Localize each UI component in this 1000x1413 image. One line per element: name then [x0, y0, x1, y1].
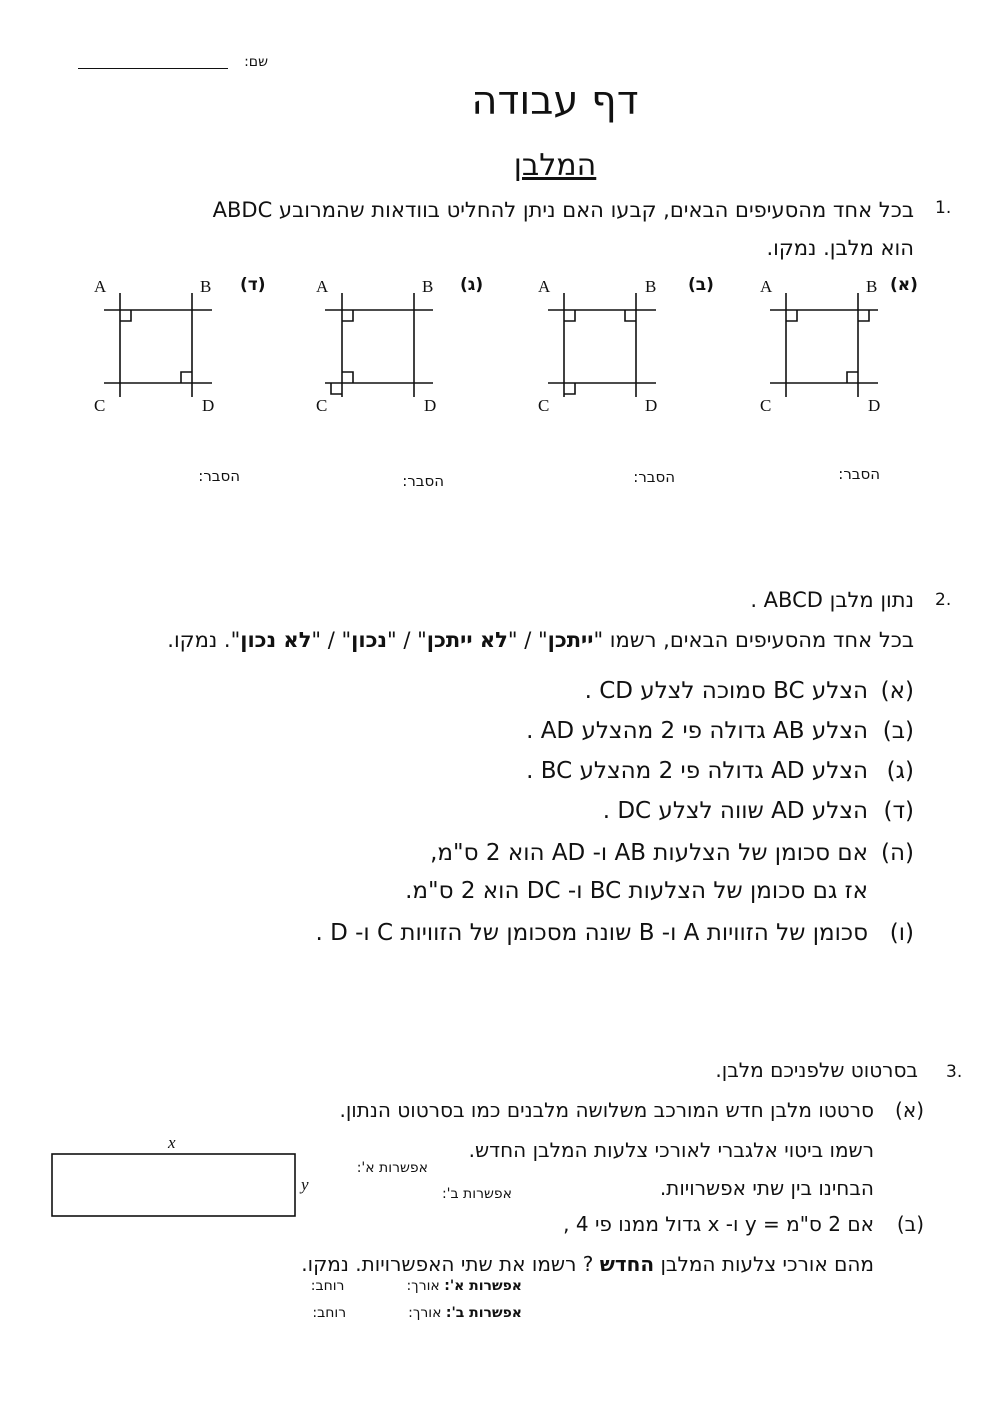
diagram-d-label-d: D: [202, 396, 215, 415]
q2-item-d-letter: (ד): [883, 798, 914, 824]
diagram-b-letter: (ב): [688, 275, 714, 295]
q2-item-e-cont: [405, 878, 914, 904]
q2-item-a-letter: (א): [880, 678, 914, 704]
q3-number: 3.: [946, 1062, 963, 1082]
q2-item-b-letter: (ב): [882, 718, 914, 744]
q2-opt-impossible: לא ייתכן: [426, 628, 508, 652]
name-underline[interactable]: [78, 68, 228, 69]
q3-option-a-label: אפשרות א':: [356, 1160, 428, 1176]
answer-b-length[interactable]: אורך:: [408, 1305, 442, 1321]
diagram-b-label-a: A: [538, 277, 551, 296]
q1-line1: בכל אחד מהסעיפים הבאים, קבעו האם ניתן להחליט בוודאות שהמרובע ABDC: [212, 198, 914, 222]
q3-part-a-line1: [339, 1098, 924, 1122]
page-subtitle: המלבן: [513, 148, 597, 183]
diagram-d-label-c: C: [94, 396, 106, 415]
q2-item-e-letter: (ה): [881, 840, 914, 866]
name-label: שם:: [244, 54, 268, 70]
diagram-c-label-c: C: [316, 396, 328, 415]
diagram-d-label-a: A: [94, 277, 107, 296]
page-title: דף עבודה: [471, 78, 639, 124]
diagram-b: [538, 275, 714, 415]
q2-item-c-text: הצלע AD גדולה פי 2 מהצלע BC .: [526, 758, 868, 784]
q2-item-e: [430, 840, 914, 866]
q3-b-line2-bold: החדש: [599, 1252, 655, 1276]
diagram-d: [94, 275, 266, 415]
q2-item-f-letter: (ו): [889, 920, 914, 946]
q1-line2: הוא מלבן. נמקו.: [766, 236, 914, 260]
q2-item-b-text: הצלע AB גדולה פי 2 מהצלע AD .: [526, 718, 868, 744]
q2-sep2: " / ": [386, 628, 427, 652]
explain-d[interactable]: הסבר:: [198, 467, 240, 485]
diagram-d-lines: [104, 293, 212, 397]
q2-sep1: " / ": [507, 628, 548, 652]
explain-c[interactable]: הסבר:: [402, 472, 444, 490]
q2-number: 2.: [935, 590, 952, 610]
diagram-a: [760, 275, 918, 415]
rect-x-label: x: [168, 1133, 176, 1152]
q3-part-a-line2: רשמו ביטוי אלגברי לאורכי צלעות המלבן החדש.: [468, 1138, 874, 1162]
answer-a-length[interactable]: אורך:: [406, 1278, 440, 1294]
q2-item-a-text: הצלע BC סמוכה לצלע CD .: [584, 678, 868, 704]
diagram-d-letter: (ד): [240, 275, 266, 295]
diagram-b-lines: [548, 293, 656, 397]
answer-a-row[interactable]: [311, 1278, 522, 1294]
diagram-b-label-b: B: [645, 277, 657, 296]
answer-b-row[interactable]: [312, 1305, 522, 1321]
answer-b-width[interactable]: רוחב:: [312, 1305, 347, 1321]
diagram-a-label-d: D: [868, 396, 881, 415]
q2-given: נתון מלבן ABCD .: [750, 588, 914, 612]
q2-instructions: [167, 628, 914, 652]
q3-b-line2-pre: מהם אורכי צלעות המלבן: [654, 1252, 874, 1276]
diagram-a-lines: [770, 293, 878, 397]
q3-part-b-letter: (ב): [896, 1212, 924, 1236]
diagram-a-label-b: B: [866, 277, 878, 296]
rect-y-label: y: [301, 1175, 309, 1194]
explain-a[interactable]: הסבר:: [838, 465, 880, 483]
diagram-c-letter: (ג): [460, 275, 484, 295]
answer-a-width[interactable]: רוחב:: [310, 1278, 345, 1294]
q2-instr-post: ". נמקו.: [167, 628, 241, 652]
q2-opt-false: לא נכון: [240, 628, 312, 652]
diagram-b-label-c: C: [538, 396, 550, 415]
diagram-a-label-c: C: [760, 396, 772, 415]
q3-part-b-line2: [301, 1252, 874, 1276]
q2-item-c-letter: (ג): [886, 758, 914, 784]
q3-part-b-line1-text: אם 2 ס"מ = y ו- x גדול ממנו פי 4 ,: [563, 1212, 874, 1236]
q2-item-e-cont-text: אז גם סכומן של הצלעות BC ו- DC הוא 2 ס"מ.: [405, 878, 868, 904]
diagram-a-label-a: A: [760, 277, 773, 296]
diagram-b-label-d: D: [645, 396, 658, 415]
q3-part-b-line1: [563, 1212, 924, 1236]
diagram-c-lines: [325, 293, 433, 397]
q3-part-a-line1-text: סרטטו מלבן חדש המורכב משלושה מלבנים כמו בסרטוט הנתון.: [339, 1098, 874, 1122]
q2-item-f-text: סכומן של הזוויות A ו- B שונה מסכומן של הזוויות C ו- D .: [315, 920, 868, 946]
q2-item-f: [315, 920, 914, 946]
diagram-c-label-a: A: [316, 277, 329, 296]
q2-instr-pre: בכל אחד מהסעיפים הבאים, רשמו ": [593, 628, 914, 652]
diagram-c-label-d: D: [424, 396, 437, 415]
q3-b-line2-post: ? רשמו את שתי האפשרויות. נמקו.: [301, 1252, 600, 1276]
diagram-d-label-b: B: [200, 277, 212, 296]
q3-intro: בסרטוט שלפניכם מלבן.: [715, 1058, 918, 1082]
q2-item-a: [585, 678, 914, 704]
q2-opt-true: נכון: [351, 628, 387, 652]
explain-b[interactable]: הסבר:: [633, 468, 675, 486]
q1-number: 1.: [935, 198, 952, 218]
q3-part-a-letter: (א): [895, 1098, 924, 1122]
diagram-c: [316, 275, 483, 415]
diagram-a-letter: (א): [890, 275, 918, 295]
q1-diagrams: [0, 265, 1000, 425]
rect-shape: [52, 1154, 295, 1216]
q2-item-e-text: אם סכומן של הצלעות AB ו- AD הוא 2 ס"מ,: [430, 840, 868, 866]
answer-b-label: אפשרות ב':: [445, 1305, 522, 1321]
q3-part-a-line3: הבחינו בין שתי אפשרויות.: [659, 1176, 874, 1200]
q2-item-d-text: הצלע AD שווה לצלע DC .: [602, 798, 868, 824]
answer-a-label: אפשרות א':: [444, 1278, 522, 1294]
q3-rectangle-figure: [40, 1128, 330, 1228]
q2-item-b: [526, 718, 914, 744]
q2-item-c: [526, 758, 914, 784]
q2-item-d: [603, 798, 914, 824]
q2-sep3: " / ": [311, 628, 352, 652]
q2-opt-possible: ייתכן: [547, 628, 594, 652]
q3-option-b-label: אפשרות ב':: [441, 1186, 512, 1202]
diagram-c-label-b: B: [422, 277, 434, 296]
